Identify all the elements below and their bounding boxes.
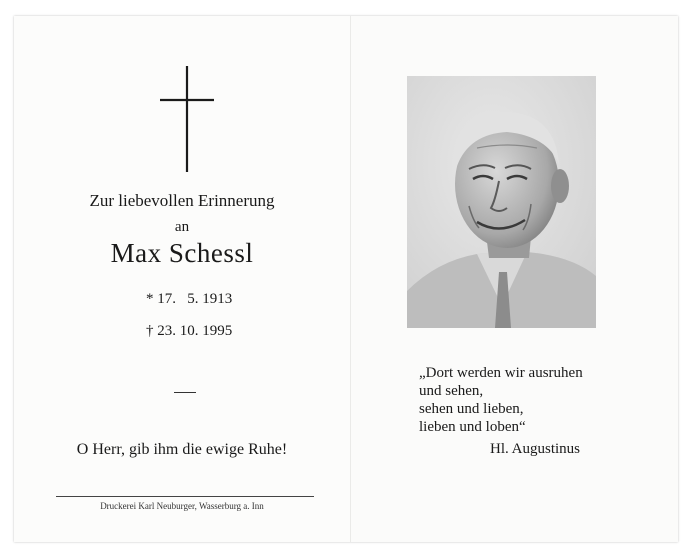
quote-line: „Dort werden wir ausruhen: [419, 365, 583, 381]
cross-icon: [160, 66, 214, 172]
printer-credit: Druckerei Karl Neuburger, Wasserburg a. Inn: [100, 501, 264, 511]
quote-block: [419, 364, 583, 436]
quote-line: und sehen,: [419, 383, 484, 399]
prayer-text: O Herr, gib ihm die ewige Ruhe!: [76, 441, 288, 458]
deceased-name: Max Schessl: [110, 238, 254, 268]
conjunction-text: an: [174, 219, 190, 235]
quote-author: Hl. Augustinus: [490, 441, 581, 457]
birth-date: * 17. 5. 1913: [146, 291, 233, 307]
portrait-photo: [407, 76, 596, 328]
printer-divider: [56, 496, 314, 497]
quote-line: lieben und loben“: [419, 419, 526, 435]
death-date: † 23. 10. 1995: [146, 323, 233, 339]
dedication-text: Zur liebevollen Erinnerung: [89, 191, 275, 210]
left-page: [14, 16, 350, 542]
divider: [174, 392, 196, 393]
quote-line: sehen und lieben,: [419, 401, 524, 417]
